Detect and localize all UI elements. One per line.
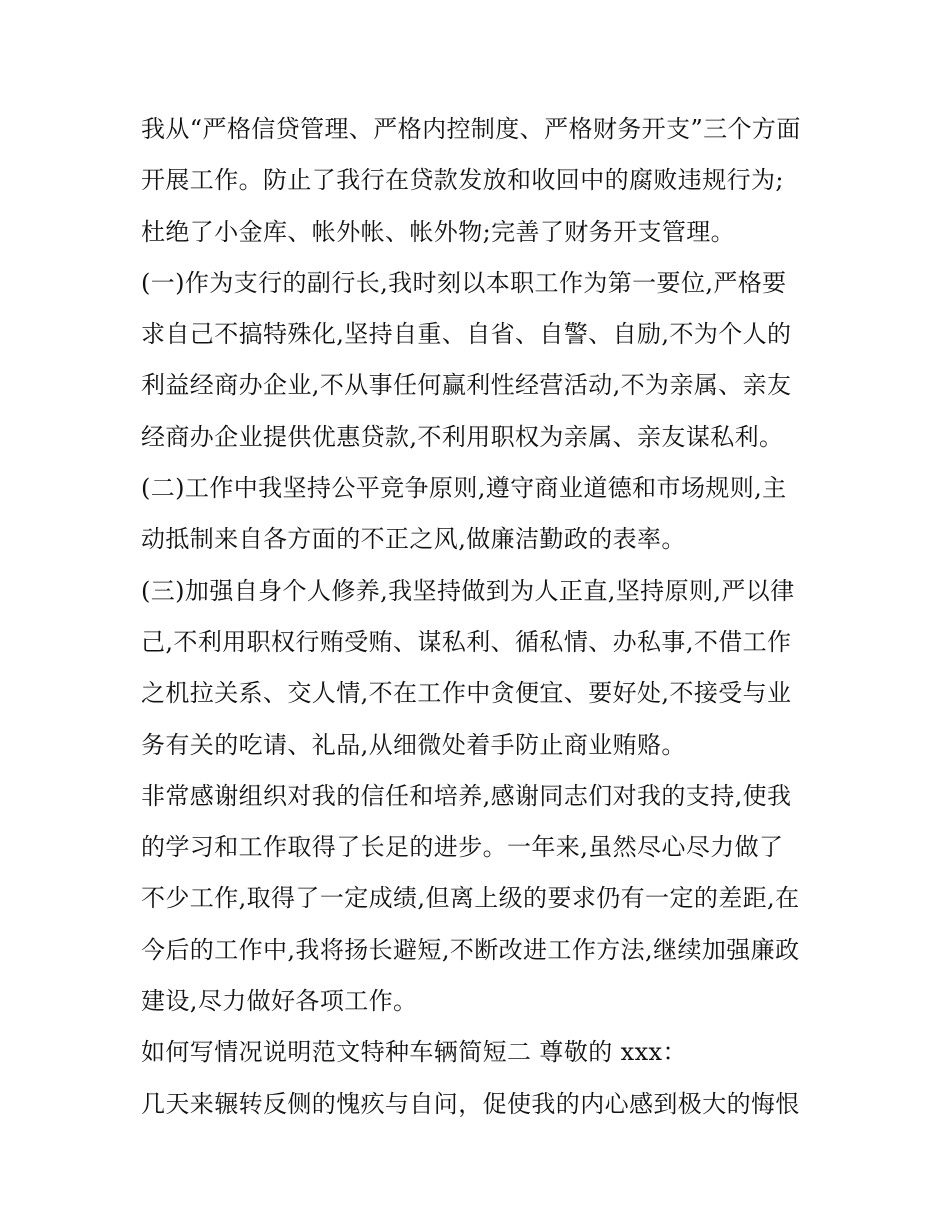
text-line: 几天来辗转反侧的愧疚与自问，促使我的内心感到极大的悔恨 bbox=[141, 1089, 800, 1118]
text-line: 我从“严格信贷管理、严格内控制度、严格财务开支”三个方面 bbox=[141, 115, 801, 143]
text-line: (一)作为支行的副行长,我时刻以本职工作为第一要位,严格要 bbox=[141, 268, 787, 297]
text-line: 动抵制来自各方面的不正之风,做廉洁勤政的表率。 bbox=[141, 525, 686, 554]
text-line: 不少工作,取得了一定成绩,但离上级的要求仍有一定的差距,在 bbox=[141, 884, 800, 913]
text-line: 求自己不搞特殊化,坚持自重、自省、自警、自励,不为个人的 bbox=[141, 320, 792, 349]
text-line: (三)加强自身个人修养,我坚持做到为人正直,坚持原则,严以律 bbox=[141, 576, 795, 605]
text-line: 务有关的吃请、礼品,从细微处着手防止商业贿赂。 bbox=[141, 730, 686, 759]
document-body bbox=[141, 104, 831, 1130]
section-heading-line: 如何写情况说明范文特种车辆简短二 尊敬的 xxx： bbox=[141, 1038, 687, 1067]
text-line: 己,不利用职权行贿受贿、谋私利、循私情、办私事,不借工作 bbox=[141, 627, 792, 656]
text-line: 的学习和工作取得了长足的进步。一年来,虽然尽心尽力做了 bbox=[141, 833, 784, 862]
text-line: 之机拉关系、交人情,不在工作中贪便宜、要好处,不接受与业 bbox=[141, 679, 792, 708]
text-line: 杜绝了小金库、帐外帐、帐外物;完善了财务开支管理。 bbox=[141, 217, 736, 246]
text-line: 非常感谢组织对我的信任和培养,感谢同志们对我的支持,使我 bbox=[141, 781, 792, 810]
text-line: 建设,尽力做好各项工作。 bbox=[141, 987, 418, 1016]
text-line: (二)工作中我坚持公平竞争原则,遵守商业道德和市场规则,主 bbox=[141, 474, 787, 503]
text-line: 开展工作。防止了我行在贷款发放和收回中的腐败违规行为; bbox=[141, 166, 784, 195]
text-line: 今后的工作中,我将扬长避短,不断改进工作方法,继续加强廉政 bbox=[141, 935, 800, 964]
text-line: 利益经商办企业,不从事任何赢利性经营活动,不为亲属、亲友 bbox=[141, 371, 792, 400]
text-line: 经商办企业提供优惠贷款,不利用职权为亲属、亲友谋私利。 bbox=[141, 422, 784, 451]
